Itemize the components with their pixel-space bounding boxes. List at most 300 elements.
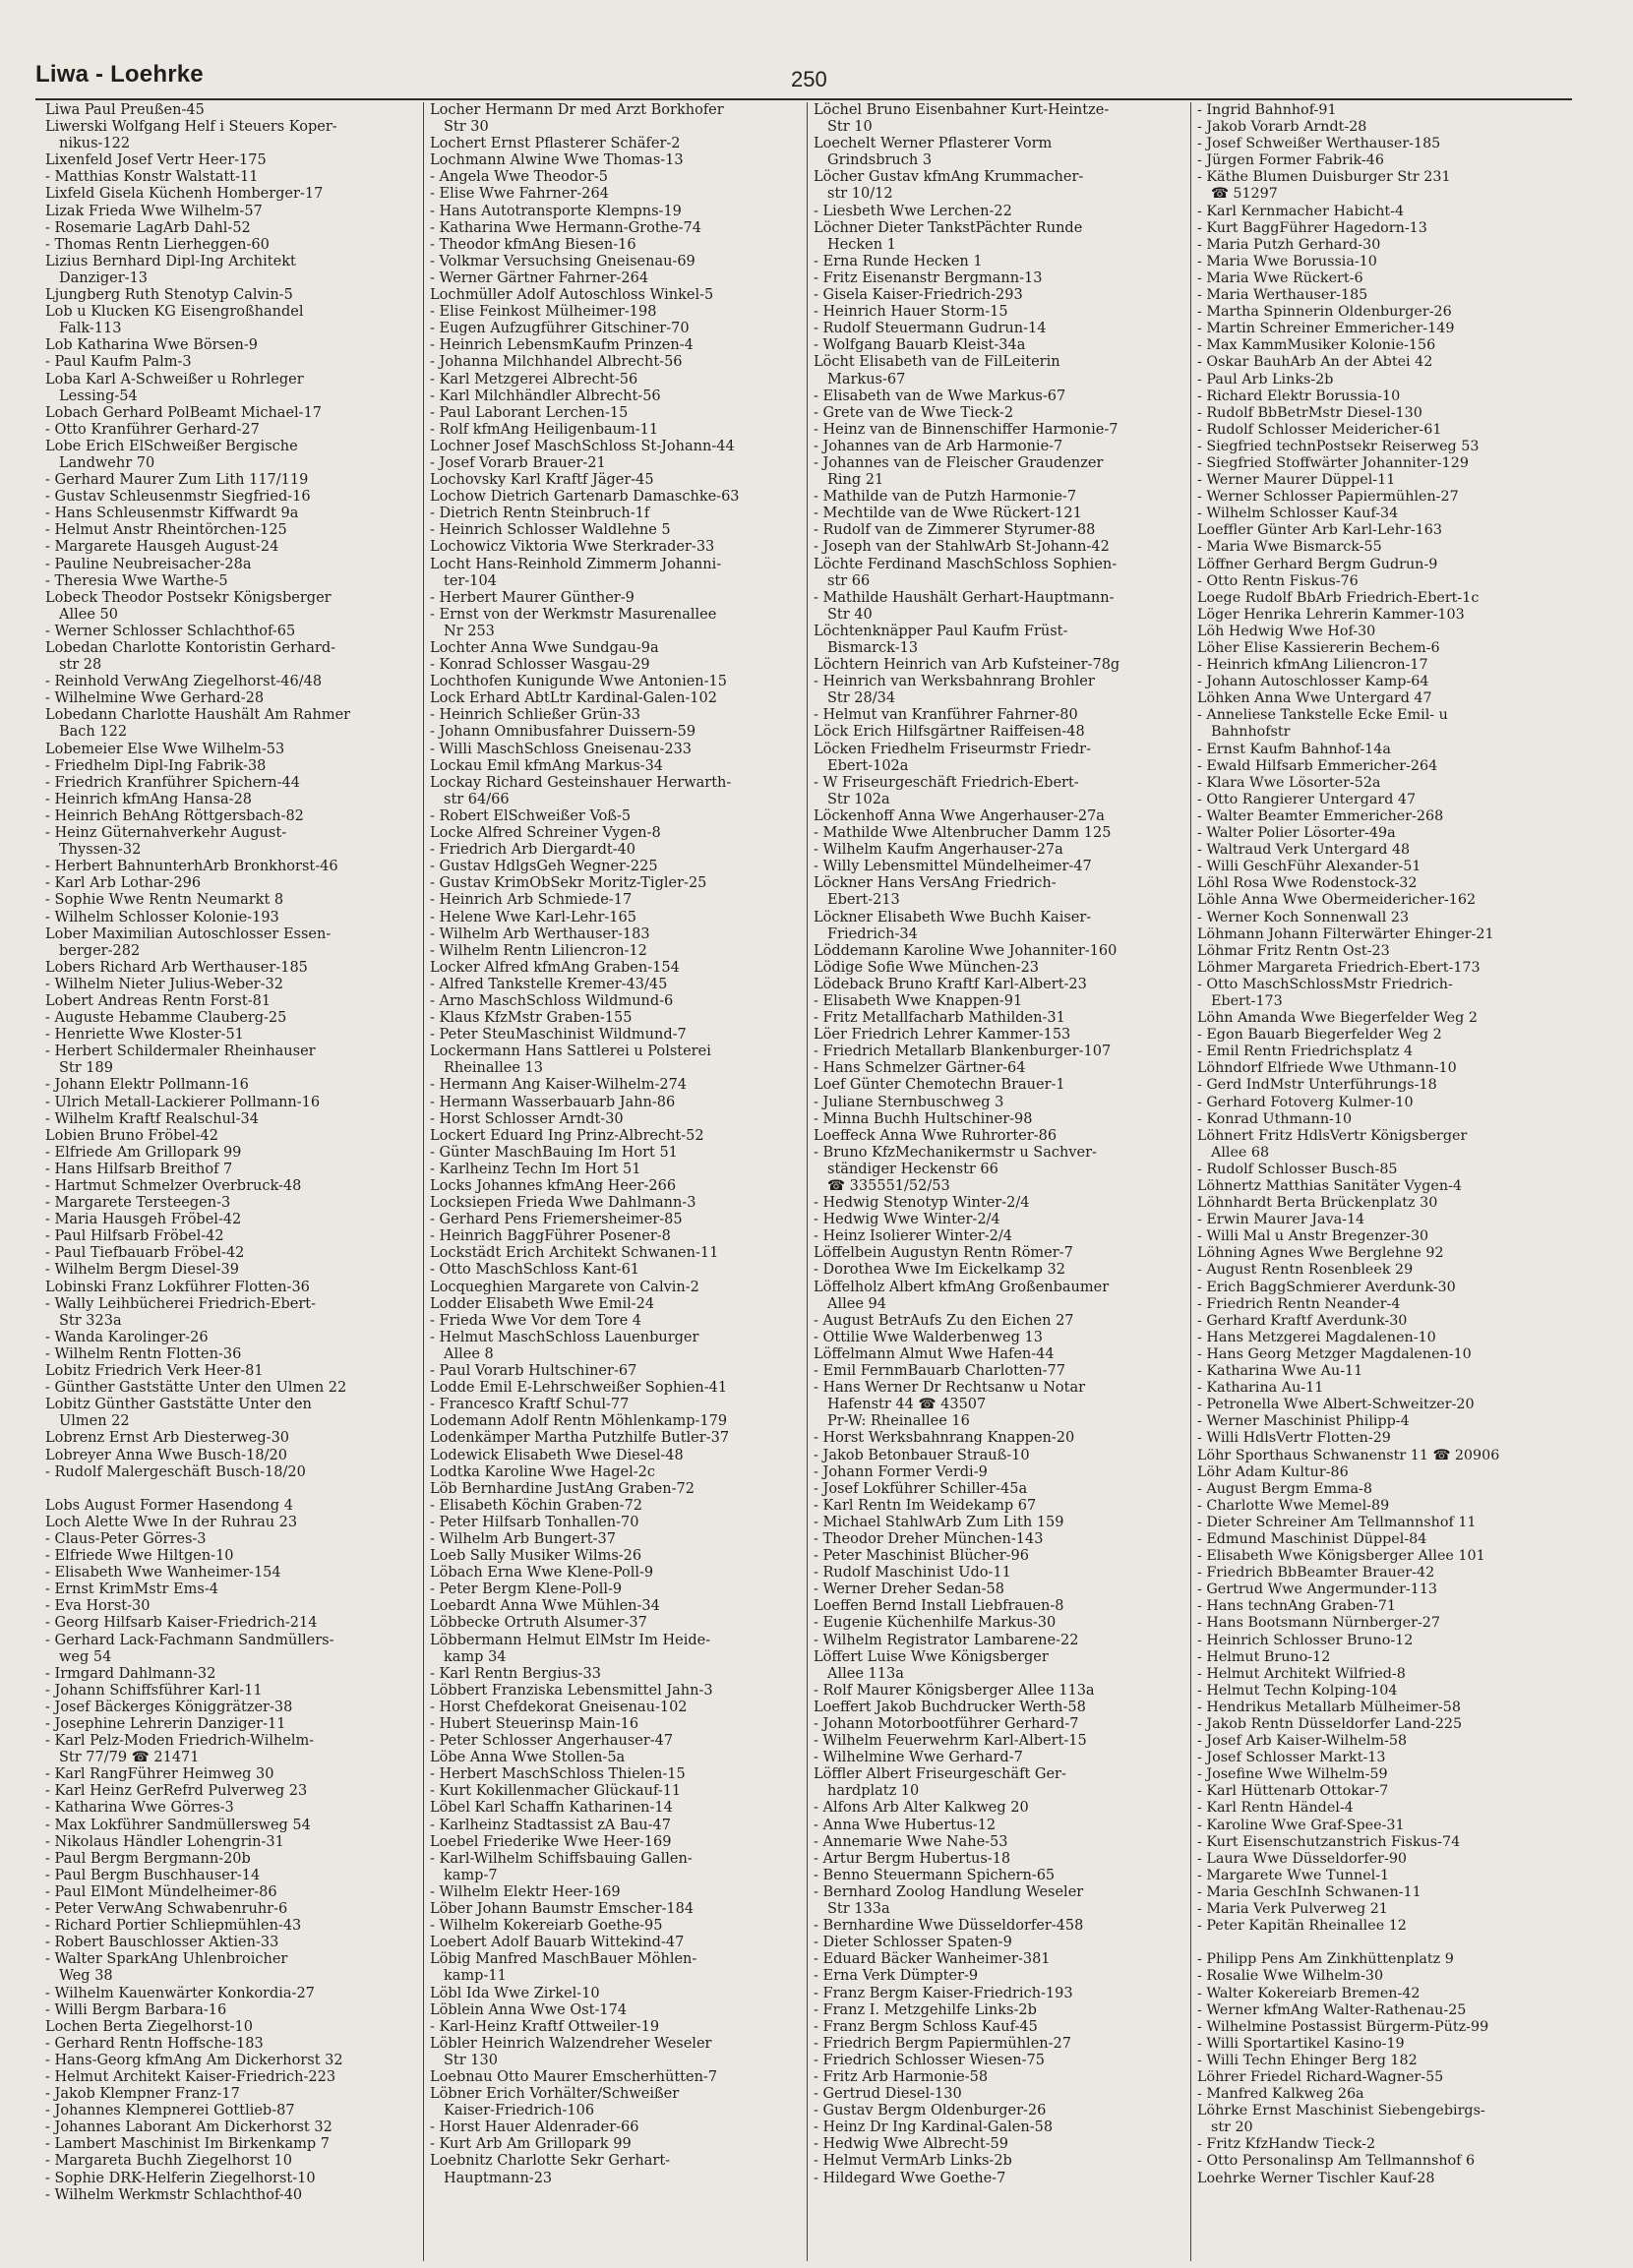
directory-entry-line: Hecken 1 — [827, 236, 896, 253]
directory-entry-line: - Karl RangFührer Heimweg 30 — [45, 1766, 274, 1783]
directory-entry-line: Lodemann Adolf Rentn Möhlenkamp-179 — [430, 1413, 728, 1430]
directory-entry-line: - Paul Bergm Buschhauser-14 — [45, 1867, 261, 1883]
directory-entry-line: - Karl Arb Lothar-296 — [45, 875, 202, 892]
directory-entry-line: ☎ 335551/52/53 — [827, 1178, 950, 1194]
directory-entry-line: - Anna Wwe Hubertus-12 — [814, 1817, 997, 1833]
directory-entry-line: - Konrad Uthmann-10 — [1197, 1110, 1353, 1127]
directory-entry-line: - Josef Lokführer Schiller-45a — [814, 1480, 1028, 1497]
directory-entry-line: - Heinz Güternahverkehr August- — [45, 825, 287, 842]
directory-entry-line: Lockau Emil kfmAng Markus-34 — [430, 757, 664, 774]
directory-entry-line: Löffelholz Albert kfmAng Großenbaumer — [814, 1279, 1110, 1295]
directory-entry-line: - Petronella Wwe Albert-Schweitzer-20 — [1197, 1397, 1475, 1413]
directory-entry-line: - Hedwig Wwe Albrecht-59 — [814, 2136, 1009, 2153]
directory-entry-line: - Mechtilde van de Wwe Rückert-121 — [814, 506, 1082, 522]
directory-entry-line: - Liesbeth Wwe Lerchen-22 — [814, 203, 1012, 219]
directory-entry-line: - Jakob Betonbauer Strauß-10 — [814, 1447, 1030, 1463]
directory-entry-line: hardplatz 10 — [827, 1783, 920, 1800]
directory-entry-line: - Claus-Peter Görres-3 — [45, 1530, 207, 1547]
directory-entry-line: - Heinz van de Binnenschiffer Harmonie-7 — [814, 421, 1119, 438]
directory-entry-line: - Hans-Georg kfmAng Am Dickerhorst 32 — [45, 2052, 343, 2068]
directory-entry-line: - Josef Vorarb Brauer-21 — [430, 454, 606, 471]
directory-entry-line: Löbe Anna Wwe Stollen-5a — [430, 1750, 626, 1766]
directory-entry-line: - Bernhard Zoolog Handlung Weseler — [814, 1883, 1084, 1900]
directory-entry-line: - Michael StahlwArb Zum Lith 159 — [814, 1514, 1064, 1530]
directory-entry-line: - Werner Schlosser Papiermühlen-27 — [1197, 489, 1459, 506]
directory-entry-line: Liwa Paul Preußen-45 — [45, 102, 205, 118]
directory-entry-line: - Heinrich kfmAng Liliencron-17 — [1197, 657, 1428, 674]
directory-entry-line: - Gustav HdlgsGeh Wegner-225 — [430, 859, 658, 875]
directory-entry-line: - Juliane Sternbuschweg 3 — [814, 1094, 1004, 1110]
directory-entry-line: - Gerd IndMstr Unterführungs-18 — [1197, 1077, 1437, 1094]
directory-entry-line: - Wilhelm Rentn Flotten-36 — [45, 1345, 242, 1362]
directory-entry-line: - Katharina Au-11 — [1197, 1380, 1324, 1397]
directory-entry-line: - Erna Verk Dümpter-9 — [814, 1968, 979, 1985]
directory-entry-line: Falk-113 — [59, 321, 122, 337]
directory-entry-line: Löffelbein Augustyn Rentn Römer-7 — [814, 1245, 1073, 1262]
directory-entry-line: Liwerski Wolfgang Helf i Steuers Koper- — [45, 119, 337, 136]
directory-entry-line: - Wilhelm Bergm Diesel-39 — [45, 1262, 240, 1279]
directory-entry-line: - Wilhelm Rentn Liliencron-12 — [430, 942, 647, 959]
directory-entry-line: - Margarete Wwe Tunnel-1 — [1197, 1867, 1390, 1883]
directory-entry-line: - Kurt Kokillenmacher Glückauf-11 — [430, 1783, 682, 1800]
directory-entry-line: Löcken Friedhelm Friseurmstr Friedr- — [814, 741, 1092, 757]
directory-entry-line: - Herbert BahnunterhArb Bronkhorst-46 — [45, 859, 338, 875]
directory-entry-line: - Waltraud Verk Untergard 48 — [1197, 842, 1411, 859]
directory-entry-line — [1197, 1935, 1568, 1951]
directory-entry-line: - Martin Schreiner Emmericher-149 — [1197, 321, 1455, 337]
directory-entry-line: - Sophie Wwe Rentn Neumarkt 8 — [45, 892, 284, 909]
directory-entry-line: - August Bergm Emma-8 — [1197, 1480, 1372, 1497]
directory-entry-line: Löffert Luise Wwe Königsberger — [814, 1648, 1049, 1665]
directory-entry-line: - Horst Werksbahnrang Knappen-20 — [814, 1430, 1075, 1447]
directory-entry-line: - Artur Bergm Hubertus-18 — [814, 1850, 1011, 1867]
directory-entry-line: - Bernhardine Wwe Düsseldorfer-458 — [814, 1918, 1084, 1935]
directory-entry-line: Löffner Gerhard Bergm Gudrun-9 — [1197, 556, 1438, 572]
directory-entry-line: - Wilhelm Nieter Julius-Weber-32 — [45, 976, 283, 992]
directory-entry-line: - Pauline Neubreisacher-28a — [45, 556, 252, 572]
directory-entry-line: - Hermann Ang Kaiser-Wilhelm-274 — [430, 1077, 688, 1094]
directory-entry-line: Lizius Bernhard Dipl-Ing Architekt — [45, 253, 296, 269]
directory-entry-line: - Gerhard Pens Friemersheimer-85 — [430, 1212, 683, 1228]
directory-entry-line: Lobien Bruno Fröbel-42 — [45, 1127, 218, 1144]
directory-entry-line: - Käthe Blumen Duisburger Str 231 — [1197, 169, 1451, 186]
directory-entry-line: Löb Bernhardine JustAng Graben-72 — [430, 1480, 695, 1497]
directory-entry-line: - Lambert Maschinist Im Birkenkamp 7 — [45, 2136, 330, 2153]
directory-entry-line: - Johann Elektr Pollmann-16 — [45, 1077, 249, 1094]
directory-entry-line: Locht Hans-Reinhold Zimmerm Johanni- — [430, 556, 722, 572]
directory-entry-line: Locks Johannes kfmAng Heer-266 — [430, 1178, 677, 1194]
directory-entry-line: str 64/66 — [444, 791, 510, 807]
directory-entry-line: - Oskar BauhArb An der Abtei 42 — [1197, 354, 1433, 371]
directory-entry-line: Lodenkämper Martha Putzhilfe Butler-37 — [430, 1430, 730, 1447]
directory-entry-line: - Friedrich Arb Diergardt-40 — [430, 842, 636, 859]
directory-entry-line: - Werner Schlosser Schlachthof-65 — [45, 623, 296, 639]
directory-entry-line: - Johann Omnibusfahrer Duissern-59 — [430, 724, 696, 741]
directory-entry-line: Lockay Richard Gesteinshauer Herwarth- — [430, 774, 732, 791]
directory-entry-line: - Maria Wwe Borussia-10 — [1197, 253, 1377, 269]
directory-entry-line: Löger Henrika Lehrerin Kammer-103 — [1197, 606, 1465, 623]
directory-entry-line: - Johannes van de Fleischer Graudenzer — [814, 454, 1104, 471]
directory-entry-line: Löhnert Fritz HdlsVertr Königsberger — [1197, 1127, 1468, 1144]
directory-entry-line: Löher Elise Kassiererin Bechem-6 — [1197, 640, 1440, 656]
directory-entry-line: - Maria Hausgeh Fröbel-42 — [45, 1212, 242, 1228]
directory-entry-line: Lobitz Friedrich Verk Heer-81 — [45, 1363, 264, 1380]
directory-entry-line: - Siegfried technPostsekr Reiserweg 53 — [1197, 438, 1480, 454]
directory-entry-line: - Konrad Schlosser Wasgau-29 — [430, 657, 650, 674]
directory-entry-line: Löffler Albert Friseurgeschäft Ger- — [814, 1766, 1066, 1783]
directory-entry-line: nikus-122 — [59, 136, 131, 152]
directory-entry-line: - Friedrich BbBeamter Brauer-42 — [1197, 1565, 1435, 1582]
directory-entry-line: Danziger-13 — [59, 269, 149, 286]
directory-entry-line: Löddemann Karoline Wwe Johanniter-160 — [814, 942, 1118, 959]
directory-entry-line: Loechelt Werner Pflasterer Vorm — [814, 136, 1053, 152]
directory-entry-line: - Gustav Bergm Oldenburger-26 — [814, 2103, 1047, 2119]
directory-entry-line: Str 133a — [827, 1901, 890, 1918]
directory-entry-line: Str 28/34 — [827, 690, 896, 707]
directory-entry-line: - Jürgen Former Fabrik-46 — [1197, 152, 1384, 169]
directory-entry-line: Str 40 — [827, 606, 873, 623]
directory-entry-line: - Minna Buchh Hultschiner-98 — [814, 1110, 1033, 1127]
directory-entry-line: - Reinhold VerwAng Ziegelhorst-46/48 — [45, 674, 323, 690]
directory-entry-line: - Grete van de Wwe Tieck-2 — [814, 404, 1014, 421]
directory-entry-line: Locksiepen Frieda Wwe Dahlmann-3 — [430, 1195, 696, 1212]
directory-entry-line: - Fritz KfzHandw Tieck-2 — [1197, 2136, 1376, 2153]
directory-entry-line: - Peter Bergm Klene-Poll-9 — [430, 1582, 623, 1598]
directory-entry-line: - Franz I. Metzgehilfe Links-2b — [814, 2001, 1037, 2018]
directory-entry-line: - Helmut VermArb Links-2b — [814, 2153, 1012, 2170]
directory-entry-line: Löhn Amanda Wwe Biegerfelder Weg 2 — [1197, 1010, 1478, 1027]
directory-entry-line: - Gerhard Maurer Zum Lith 117/119 — [45, 472, 309, 489]
directory-entry-line: Löck Erich Hilfsgärtner Raiffeisen-48 — [814, 724, 1085, 741]
directory-entry-line: - Heinrich BaggFührer Posener-8 — [430, 1228, 671, 1245]
directory-entry-line: - Elisabeth van de Wwe Markus-67 — [814, 388, 1066, 404]
directory-entry-line: - Ingrid Bahnhof-91 — [1197, 102, 1337, 118]
directory-entry-line: Löbner Erich Vorhälter/Schweißer — [430, 2086, 680, 2103]
directory-entry-line: Allee 113a — [827, 1665, 904, 1682]
directory-entry-line: - Peter Schlosser Angerhauser-47 — [430, 1733, 674, 1750]
directory-entry-line: Löcher Gustav kfmAng Krummacher- — [814, 169, 1084, 186]
directory-entry-line: Löhnertz Matthias Sanitäter Vygen-4 — [1197, 1178, 1462, 1194]
directory-entry-line: - Ernst KrimMstr Ems-4 — [45, 1582, 218, 1598]
directory-entry-line: - Wilhelm Kraftf Realschul-34 — [45, 1110, 259, 1127]
directory-column-4 — [1190, 102, 1574, 2261]
directory-entry-line: - Gerhard Lack-Fachmann Sandmüllers- — [45, 1632, 334, 1648]
directory-entry-line: - Rudolf Schlosser Meidericher-61 — [1197, 421, 1442, 438]
directory-entry-line: - Rudolf Steuermann Gudrun-14 — [814, 321, 1047, 337]
directory-entry-line: - Klara Wwe Lösorter-52a — [1197, 774, 1381, 791]
directory-entry-line: - Hartmut Schmelzer Overbruck-48 — [45, 1178, 302, 1194]
directory-entry-line: - Friedrich Kranführer Spichern-44 — [45, 774, 300, 791]
directory-entry-line: - Klaus KfzMstr Graben-155 — [430, 1010, 633, 1027]
directory-entry-line: Löbbecke Ortruth Alsumer-37 — [430, 1615, 647, 1632]
directory-entry-line: Weg 38 — [59, 1968, 113, 1985]
directory-entry-line: - Nikolaus Händler Lohengrin-31 — [45, 1833, 284, 1850]
directory-entry-line: - Hans Werner Dr Rechtsanw u Notar — [814, 1380, 1086, 1397]
directory-entry-line: - Erich BaggSchmierer Averdunk-30 — [1197, 1279, 1456, 1295]
directory-entry-line: - Mathilde Wwe Altenbrucher Damm 125 — [814, 825, 1112, 842]
directory-entry-line: - Karlheinz Stadtassist zA Bau-47 — [430, 1817, 671, 1833]
directory-entry-line: Lochmann Alwine Wwe Thomas-13 — [430, 152, 684, 169]
directory-entry-line: Ljungberg Ruth Stenotyp Calvin-5 — [45, 287, 293, 304]
directory-entry-line: - Horst Hauer Aldenrader-66 — [430, 2119, 639, 2136]
directory-entry-line: Lodewick Elisabeth Wwe Diesel-48 — [430, 1447, 684, 1463]
directory-entry-line: - Otto MaschSchlossMstr Friedrich- — [1197, 976, 1453, 992]
directory-entry-line: - Herbert Schildermaler Rheinhauser — [45, 1044, 316, 1060]
directory-entry-line: - Horst Chefdekorat Gneisenau-102 — [430, 1699, 688, 1715]
directory-entry-line: Lochter Anna Wwe Sundgau-9a — [430, 640, 659, 656]
directory-entry-line: Loch Alette Wwe In der Ruhrau 23 — [45, 1514, 298, 1530]
directory-entry-line: Löbbert Franziska Lebensmittel Jahn-3 — [430, 1682, 713, 1699]
directory-entry-line: - Karl Metzgerei Albrecht-56 — [430, 371, 638, 388]
directory-entry-line: Löckenhoff Anna Wwe Angerhauser-27a — [814, 807, 1105, 824]
directory-entry-line: Lessing-54 — [59, 388, 138, 404]
directory-entry-line: - Maria Werthauser-185 — [1197, 287, 1368, 304]
directory-entry-line: - Helene Wwe Karl-Lehr-165 — [430, 909, 636, 925]
directory-entry-line: - Benno Steuermann Spichern-65 — [814, 1867, 1056, 1883]
directory-entry-line: - Gertrud Wwe Angermunder-113 — [1197, 1582, 1438, 1598]
directory-entry-line: - Horst Schlosser Arndt-30 — [430, 1110, 624, 1127]
directory-entry-line: - Friedrich Bergm Papiermühlen-27 — [814, 2035, 1071, 2052]
directory-entry-line: - Karl Kernmacher Habicht-4 — [1197, 203, 1405, 219]
directory-entry-line: Str 130 — [444, 2052, 498, 2068]
directory-entry-line: Löhken Anna Wwe Untergard 47 — [1197, 690, 1432, 707]
directory-entry-line: Löhr Adam Kultur-86 — [1197, 1463, 1349, 1480]
directory-entry-line: - Walter Kokereiarb Bremen-42 — [1197, 1985, 1421, 2001]
directory-entry-line: - Anneliese Tankstelle Ecke Emil- u — [1197, 707, 1448, 724]
directory-entry-line: - Henriette Wwe Kloster-51 — [45, 1027, 244, 1044]
directory-entry-line: - Ewald Hilfsarb Emmericher-264 — [1197, 757, 1438, 774]
directory-entry-line: - Willi Sportartikel Kasino-19 — [1197, 2035, 1405, 2052]
directory-entry-line: Hauptmann-23 — [444, 2170, 553, 2186]
directory-entry-line: Lochner Josef MaschSchloss St-Johann-44 — [430, 438, 735, 454]
directory-entry-line: Lobs August Former Hasendong 4 — [45, 1497, 293, 1514]
directory-entry-line: - Elise Feinkost Mülheimer-198 — [430, 304, 657, 321]
directory-entry-line: - Dorothea Wwe Im Eickelkamp 32 — [814, 1262, 1065, 1279]
directory-entry-line: ter-104 — [444, 572, 497, 589]
directory-entry-line: Lobedann Charlotte Haushält Am Rahmer — [45, 707, 351, 724]
directory-entry-line: ☎ 51297 — [1211, 186, 1278, 203]
directory-entry-line: Lobeck Theodor Postsekr Königsberger — [45, 589, 332, 606]
directory-entry-line: - Paul Kaufm Palm-3 — [45, 354, 192, 371]
directory-entry-line: - Joseph van der StahlwArb St-Johann-42 — [814, 539, 1110, 556]
directory-entry-line: - Emil FernmBauarb Charlotten-77 — [814, 1363, 1066, 1380]
directory-entry-line: Löffelmann Almut Wwe Hafen-44 — [814, 1345, 1055, 1362]
header-rule — [35, 98, 1572, 100]
directory-entry-line: Locke Alfred Schreiner Vygen-8 — [430, 825, 661, 842]
directory-entry-line: - Dietrich Rentn Steinbruch-1f — [430, 506, 650, 522]
directory-entry-line: - Elfriede Wwe Hiltgen-10 — [45, 1548, 234, 1565]
directory-entry-line: Löchtern Heinrich van Arb Kufsteiner-78g — [814, 657, 1120, 674]
directory-entry-line: - Edmund Maschinist Düppel-84 — [1197, 1530, 1427, 1547]
directory-entry-line: - Mathilde van de Putzh Harmonie-7 — [814, 489, 1077, 506]
directory-entry-line: - Wilhelm Registrator Lambarene-22 — [814, 1632, 1079, 1648]
directory-entry-line: Lobe Erich ElSchweißer Bergische — [45, 438, 298, 454]
directory-entry-line: - Johann Former Verdi-9 — [814, 1463, 988, 1480]
directory-entry-line: - Kurt Eisenschutzanstrich Fiskus-74 — [1197, 1833, 1461, 1850]
directory-entry-line: - Hans technAng Graben-71 — [1197, 1598, 1396, 1615]
directory-entry-line: Loba Karl A-Schweißer u Rohrleger — [45, 371, 304, 388]
directory-entry-line: Loeffeck Anna Wwe Ruhrorter-86 — [814, 1127, 1058, 1144]
directory-entry-line: Lödeback Bruno Kraftf Karl-Albert-23 — [814, 976, 1087, 992]
directory-entry-line: Löhnhardt Berta Brückenplatz 30 — [1197, 1195, 1438, 1212]
directory-entry-line: - Hans Georg Metzger Magdalenen-10 — [1197, 1345, 1472, 1362]
directory-entry-line: - Eva Horst-30 — [45, 1598, 151, 1615]
directory-entry-line: Lobert Andreas Rentn Forst-81 — [45, 992, 272, 1009]
directory-entry-line: - Heinz Dr Ing Kardinal-Galen-58 — [814, 2119, 1054, 2136]
directory-entry-line: Landwehr 70 — [59, 454, 155, 471]
directory-entry-line: Str 10 — [827, 119, 873, 136]
directory-entry-line: - Gertrud Diesel-130 — [814, 2086, 962, 2103]
directory-entry-line: - Max Lokführer Sandmüllersweg 54 — [45, 1817, 311, 1833]
directory-entry-line: - Werner Maurer Düppel-11 — [1197, 472, 1396, 489]
directory-entry-line: Ring 21 — [827, 472, 884, 489]
directory-entry-line: - August BetrAufs Zu den Eichen 27 — [814, 1312, 1074, 1329]
directory-entry-line: Lochowicz Viktoria Wwe Sterkrader-33 — [430, 539, 715, 556]
directory-entry-line: Pr-W: Rheinallee 16 — [827, 1413, 970, 1430]
directory-entry-line: Locher Hermann Dr med Arzt Borkhofer — [430, 102, 724, 118]
directory-entry-line: - Karl Rentn Bergius-33 — [430, 1665, 601, 1682]
directory-entry-line: - Franz Bergm Kaiser-Friedrich-193 — [814, 1985, 1073, 2001]
directory-entry-line: - Eugen Aufzugführer Gitschiner-70 — [430, 321, 690, 337]
directory-entry-line: Locker Alfred kfmAng Graben-154 — [430, 959, 680, 976]
directory-entry-line: - Irmgard Dahlmann-32 — [45, 1665, 216, 1682]
directory-entry-line: - August Rentn Rosenbleek 29 — [1197, 1262, 1414, 1279]
directory-entry-line: - Paul Laborant Lerchen-15 — [430, 404, 629, 421]
directory-entry-line: - Willy Lebensmittel Mündelheimer-47 — [814, 859, 1092, 875]
directory-entry-line: - Werner kfmAng Walter-Rathenau-25 — [1197, 2001, 1467, 2018]
directory-entry-line: - Gisela Kaiser-Friedrich-293 — [814, 287, 1023, 304]
directory-entry-line: Lodde Emil E-Lehrschweißer Sophien-41 — [430, 1380, 728, 1397]
directory-entry-line: Str 102a — [827, 791, 890, 807]
directory-entry-line: - Willi HdlsVertr Flotten-29 — [1197, 1430, 1391, 1447]
directory-entry-line: - Günther Gaststätte Unter den Ulmen 22 — [45, 1380, 347, 1397]
directory-entry-line: - Hans Schmelzer Gärtner-64 — [814, 1060, 1026, 1077]
directory-entry-line: Loeffler Günter Arb Karl-Lehr-163 — [1197, 522, 1442, 539]
directory-entry-line: - Heinrich Arb Schmiede-17 — [430, 892, 633, 909]
directory-entry-line: - Katharina Wwe Görres-3 — [45, 1800, 234, 1817]
directory-entry-line: - Paul Vorarb Hultschiner-67 — [430, 1363, 637, 1380]
directory-entry-line: - Eugenie Küchenhilfe Markus-30 — [814, 1615, 1057, 1632]
directory-entry-line: - Bruno KfzMechanikermstr u Sachver- — [814, 1144, 1097, 1161]
directory-entry-line: weg 54 — [59, 1648, 112, 1665]
directory-entry-line: - Walter Beamter Emmericher-268 — [1197, 807, 1444, 824]
directory-entry-line: - Dieter Schreiner Am Tellmannshof 11 — [1197, 1514, 1477, 1530]
directory-entry-line: Lobitz Günther Gaststätte Unter den — [45, 1397, 312, 1413]
directory-entry-line: - Elisabeth Wwe Wanheimer-154 — [45, 1565, 281, 1582]
directory-entry-line: - Sophie DRK-Helferin Ziegelhorst-10 — [45, 2170, 316, 2186]
directory-entry-line — [45, 1481, 417, 1498]
directory-entry-line: - Robert Bauschlosser Aktien-33 — [45, 1935, 279, 1951]
directory-entry-line: Lödige Sofie Wwe München-23 — [814, 959, 1040, 976]
directory-entry-line: - Maria Wwe Bismarck-55 — [1197, 539, 1382, 556]
directory-entry-line: Lizak Frieda Wwe Wilhelm-57 — [45, 203, 263, 219]
directory-entry-line: Lober Maximilian Autoschlosser Essen- — [45, 925, 332, 942]
directory-entry-line: - Rudolf van de Zimmerer Styrumer-88 — [814, 522, 1096, 539]
directory-entry-line: - Heinrich Schlosser Bruno-12 — [1197, 1632, 1414, 1648]
directory-entry-line: - Helmut Techn Kolping-104 — [1197, 1682, 1398, 1699]
directory-entry-line: Löblein Anna Wwe Ost-174 — [430, 2001, 628, 2018]
directory-entry-line: - Arno MaschSchloss Wildmund-6 — [430, 992, 674, 1009]
directory-entry-line: - Martha Spinnerin Oldenburger-26 — [1197, 304, 1452, 321]
directory-entry-line: - Josef Arb Kaiser-Wilhelm-58 — [1197, 1733, 1408, 1750]
directory-entry-line: Allee 94 — [827, 1295, 886, 1312]
directory-entry-line: - Paul Tiefbauarb Fröbel-42 — [45, 1245, 245, 1262]
directory-entry-line: Nr 253 — [444, 623, 495, 639]
directory-entry-line: Lob Katharina Wwe Börsen-9 — [45, 337, 259, 354]
directory-entry-line: - Laura Wwe Düsseldorfer-90 — [1197, 1850, 1408, 1867]
directory-entry-line: - Hans Autotransporte Klempns-19 — [430, 203, 682, 219]
directory-entry-line: - Johann Motorbootführer Gerhard-7 — [814, 1716, 1079, 1732]
directory-entry-line: - Johannes Klempnerei Gottlieb-87 — [45, 2103, 295, 2119]
directory-entry-line: - Heinrich kfmAng Hansa-28 — [45, 791, 253, 807]
directory-entry-line: - Fritz Arb Harmonie-58 — [814, 2068, 989, 2085]
directory-entry-line: Löhl Rosa Wwe Rodenstock-32 — [1197, 875, 1418, 892]
directory-entry-line: - Heinrich Hauer Storm-15 — [814, 304, 1008, 321]
directory-entry-line: - Eduard Bäcker Wanheimer-381 — [814, 1951, 1051, 1968]
directory-entry-line: - Karoline Wwe Graf-Spee-31 — [1197, 1817, 1405, 1833]
directory-entry-line: Lobemeier Else Wwe Wilhelm-53 — [45, 741, 285, 757]
directory-entry-line: - Elisabeth Wwe Knappen-91 — [814, 992, 1023, 1009]
directory-entry-line: Lodtka Karoline Wwe Hagel-2c — [430, 1463, 655, 1480]
directory-entry-line: - Richard Portier Schliepmühlen-43 — [45, 1918, 302, 1935]
directory-entry-line: - Elise Wwe Fahrner-264 — [430, 186, 609, 203]
directory-entry-line: - Wolfgang Bauarb Kleist-34a — [814, 337, 1026, 354]
directory-entry-line: - Paul Bergm Bergmann-20b — [45, 1850, 251, 1867]
directory-entry-line: Bach 122 — [59, 724, 128, 741]
directory-entry-line: str 28 — [59, 657, 102, 674]
directory-entry-line: - Paul Arb Links-2b — [1197, 371, 1334, 388]
directory-entry-line: - Werner Dreher Sedan-58 — [814, 1582, 1004, 1598]
directory-entry-line: - Peter Maschinist Blücher-96 — [814, 1548, 1029, 1565]
directory-entry-line: Löber Johann Baumstr Emscher-184 — [430, 1901, 695, 1918]
directory-entry-line: - Johann Schiffsführer Karl-11 — [45, 1682, 263, 1699]
directory-entry-line: - Rudolf Maschinist Udo-11 — [814, 1565, 1011, 1582]
directory-entry-line: - Karl Hüttenarb Ottokar-7 — [1197, 1783, 1389, 1800]
directory-entry-line: - Karl Heinz GerRefrd Pulverweg 23 — [45, 1783, 308, 1800]
directory-entry-line: Löhmer Margareta Friedrich-Ebert-173 — [1197, 959, 1481, 976]
directory-entry-line: - Hans Bootsmann Nürnberger-27 — [1197, 1615, 1440, 1632]
directory-entry-line: - Rudolf Schlosser Busch-85 — [1197, 1161, 1398, 1177]
directory-entry-line: Löckner Hans VersAng Friedrich- — [814, 875, 1057, 892]
directory-entry-line: Kaiser-Friedrich-106 — [444, 2103, 595, 2119]
directory-column-2 — [423, 102, 807, 2261]
directory-entry-line: - Otto Personalinsp Am Tellmannshof 6 — [1197, 2153, 1476, 2170]
directory-entry-line: - Georg Hilfsarb Kaiser-Friedrich-214 — [45, 1615, 318, 1632]
directory-entry-line: Löbler Heinrich Walzendreher Weseler — [430, 2035, 712, 2052]
directory-entry-line: - Wilhelm Werkmstr Schlachthof-40 — [45, 2186, 303, 2203]
directory-entry-line: Allee 8 — [444, 1345, 494, 1362]
directory-entry-line: - Helmut Anstr Rheintörchen-125 — [45, 522, 287, 539]
directory-entry-line: - Rosemarie LagArb Dahl-52 — [45, 219, 251, 236]
directory-entry-line: - Ottilie Wwe Walderbenweg 13 — [814, 1329, 1043, 1345]
directory-entry-line: - Wilhelm Feuerwehrm Karl-Albert-15 — [814, 1733, 1087, 1750]
directory-entry-line: - Otto Rangierer Untergard 47 — [1197, 791, 1417, 807]
directory-entry-line: - Heinz Isolierer Winter-2/4 — [814, 1228, 1012, 1245]
directory-entry-line: - Willi MaschSchloss Gneisenau-233 — [430, 741, 693, 757]
directory-entry-line: Ebert-213 — [827, 892, 900, 909]
directory-entry-line: - Rosalie Wwe Wilhelm-30 — [1197, 1968, 1384, 1985]
directory-entry-line: - Josef Schlosser Markt-13 — [1197, 1750, 1386, 1766]
directory-entry-line: - Werner Koch Sonnenwall 23 — [1197, 909, 1410, 925]
directory-entry-line: - Siegfried Stoffwärter Johanniter-129 — [1197, 454, 1469, 471]
directory-entry-line: - Philipp Pens Am Zinkhüttenplatz 9 — [1197, 1951, 1454, 1968]
directory-entry-line: - Helmut van Kranführer Fahrner-80 — [814, 707, 1078, 724]
directory-entry-line: - W Friseurgeschäft Friedrich-Ebert- — [814, 774, 1079, 791]
directory-entry-line: - Werner Maschinist Philipp-4 — [1197, 1413, 1410, 1430]
directory-entry-line: - Emil Rentn Friedrichsplatz 4 — [1197, 1044, 1414, 1060]
directory-entry-line: - Heinrich BehAng Röttgersbach-82 — [45, 807, 304, 824]
directory-entry-line: - Ulrich Metall-Lackierer Pollmann-16 — [45, 1094, 321, 1110]
